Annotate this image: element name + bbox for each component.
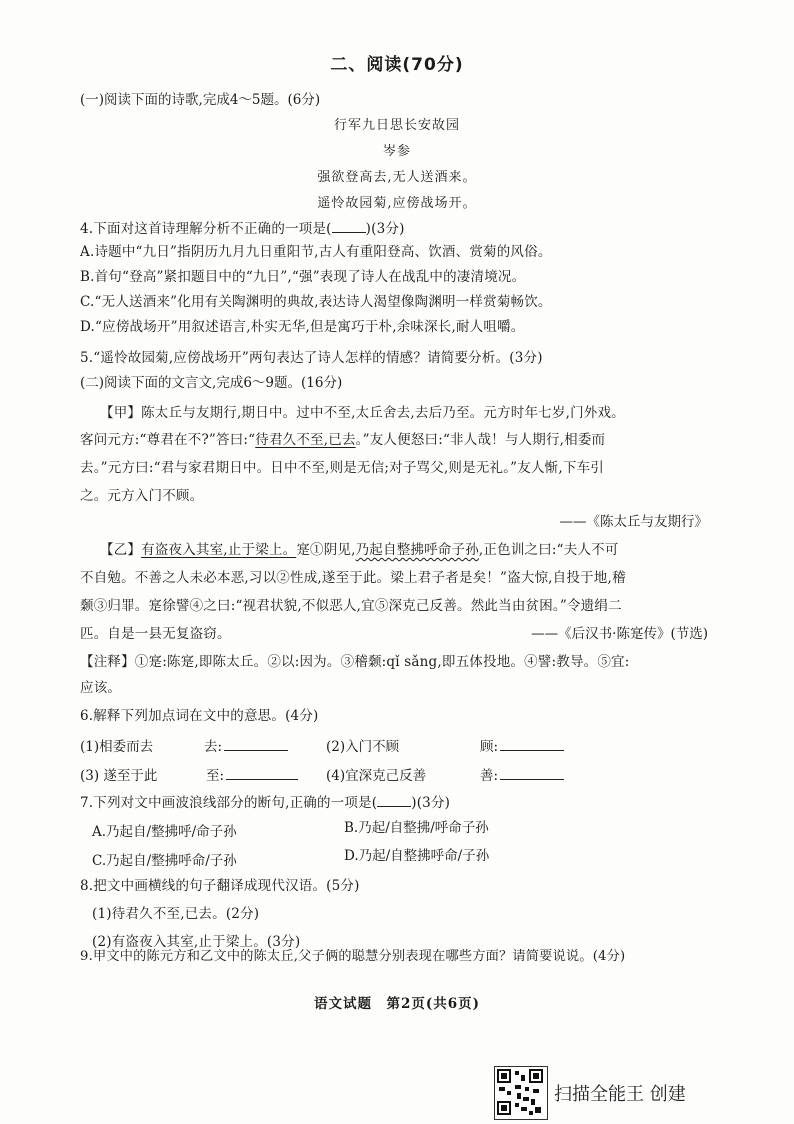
jia-underlined-sentence: 待君久不至,已去 xyxy=(255,432,356,448)
q4-option-a: A.诗题中“九日”指阴历九月九日重阳节,古人有重阳登高、饮酒、赏菊的风俗。 xyxy=(80,244,552,260)
q6-item-2: (2)入门不顾 xyxy=(326,739,400,755)
q4-option-b: B.首句“登高”紧扣题目中的“九日”,“强”表现了诗人在战乱中的凄清境况。 xyxy=(80,269,526,285)
yi-line-2: 不自勉。不善之人未必本恶,习以②性成,遂至于此。梁上君子者是矣！”盗大惊,自投于地,稽 xyxy=(80,570,626,586)
answer-blank[interactable] xyxy=(332,218,366,233)
q6-item-1: (1)相委而去 xyxy=(80,739,154,755)
q7-option-c: C.乃起自/整拂呼命/子孙 xyxy=(92,853,237,869)
yi-line-3: 颡③归罪。寔徐譬④之曰:“视君状貌,不似恶人,宜⑤深克己反善。然此当由贫困。”令遗绢二 xyxy=(80,598,622,614)
q4-stem-score: )(3分) xyxy=(365,221,405,237)
answer-blank[interactable] xyxy=(226,765,298,780)
yi-text: ,正色训之曰:“夫人不可 xyxy=(478,542,619,558)
q9-stem: 9.甲文中的陈元方和乙文中的陈太丘,父子俩的聪慧分别表现在哪些方面？请简要说说。(4分) xyxy=(80,949,626,964)
q6-item-1-key xyxy=(204,735,288,755)
page-footer: 语文试题 第2页(共6页) xyxy=(313,996,481,1012)
q7-option-b: B.乃起/自整拂/呼命子孙 xyxy=(344,820,489,836)
q8-stem: 8.把文中画横线的句子翻译成现代汉语。(5分) xyxy=(80,878,360,894)
note-line-1: 【注释】①寔:陈寔,即陈太丘。②以:因为。③稽颡:qǐ sǎng,即五体投地。④譬:教导。⑤宜: xyxy=(80,654,630,670)
jia-line-4: 之。元方入门不顾。 xyxy=(80,488,204,504)
yi-text: 【乙】 xyxy=(100,542,142,558)
poem-title: 行军九日思长安故园 xyxy=(333,118,460,133)
q4-stem-text: 4.下面对这首诗理解分析不正确的一项是( xyxy=(80,221,332,237)
part1-heading: (一)阅读下面的诗歌,完成4～5题。(6分) xyxy=(80,92,321,108)
q6-stem: 6.解释下列加点词在文中的意思。(4分) xyxy=(80,708,319,724)
answer-blank[interactable] xyxy=(377,792,411,807)
q8-item-1: (1)待君久不至,已去。(2分) xyxy=(92,906,260,922)
q6-item-3: (3) 遂至于此 xyxy=(80,768,158,784)
jia-text: 。”友人便怒曰:“非人哉！与人期行,相委而 xyxy=(355,432,606,448)
jia-line-2 xyxy=(80,430,605,450)
yi-underlined-sentence: 有盗夜入其室,止于梁上。 xyxy=(141,542,297,558)
q6-key-label: 善: xyxy=(480,768,499,784)
poem-author: 岑参 xyxy=(382,144,411,159)
q6-key-label: 至: xyxy=(206,768,225,784)
qr-code-icon xyxy=(494,1066,548,1120)
answer-blank[interactable] xyxy=(500,765,564,780)
section-title: 二、阅读(70分) xyxy=(330,55,464,75)
jia-line-1: 【甲】陈太丘与友期行,期日中。过中不至,太丘舍去,去后乃至。元方时年七岁,门外戏。 xyxy=(100,405,625,421)
part2-heading: (二)阅读下面的文言文,完成6～9题。(16分) xyxy=(80,375,343,391)
q7-option-d: D.乃起/自整拂呼命/子孙 xyxy=(344,848,490,864)
yi-line-1 xyxy=(100,540,619,560)
q6-item-3-key xyxy=(206,764,298,784)
q6-item-4: (4)宜深克己反善 xyxy=(326,768,427,784)
q4-option-d: D.“应傍战场开”用叙述语言,朴实无华,但是寓巧于朴,余味深长,耐人咀嚼。 xyxy=(80,319,525,335)
q5-stem: 5.“遥怜故园菊,应傍战场开”两句表达了诗人怎样的情感？请简要分析。(3分) xyxy=(80,350,543,366)
answer-blank[interactable] xyxy=(500,736,564,751)
yi-line-4: 匹。自是一县无复盗窃。 xyxy=(80,626,231,642)
q4-option-c: C.“无人送酒来”化用有关陶渊明的典故,表达诗人渴望像陶渊明一样赏菊畅饮。 xyxy=(80,294,552,310)
q7-stem-score: )(3分) xyxy=(411,795,451,811)
note-line-2: 应该。 xyxy=(80,680,122,696)
q6-key-label: 去: xyxy=(204,739,223,755)
q7-stem-text: 7.下列对文中画波浪线部分的断句,正确的一项是( xyxy=(80,795,378,811)
jia-source: ——《陈太丘与友期行》 xyxy=(559,514,708,530)
q7-option-a: A.乃起自/整拂呼/命子孙 xyxy=(92,824,237,840)
q6-key-label: 顾: xyxy=(480,739,499,755)
jia-line-3: 去。”元方曰:“君与家君期日中。日中不至,则是无信;对子骂父,则是无礼。”友人惭,下车引 xyxy=(80,460,604,476)
poem-line-1: 强欲登高去,无人送酒来。 xyxy=(317,170,477,185)
yi-source: ——《后汉书·陈寔传》(节选) xyxy=(531,626,708,642)
jia-text: 客问元方:“尊君在不?”答曰:“ xyxy=(80,432,256,448)
yi-wavy-phrase: 乃起自整拂呼命子孙 xyxy=(355,542,479,558)
q8-item-2: (2)有盗夜入其室,止于梁上。(3分) xyxy=(92,934,301,950)
q4-stem xyxy=(80,218,405,239)
poem-line-2: 遥怜故园菊,应傍战场开。 xyxy=(317,196,477,211)
q6-item-4-key xyxy=(480,764,564,784)
yi-text: 寔①阴见, xyxy=(296,542,356,558)
q6-item-2-key xyxy=(480,735,564,755)
q7-stem xyxy=(80,792,450,813)
answer-blank[interactable] xyxy=(224,736,288,751)
scanner-watermark: 扫描全能王 创建 xyxy=(554,1084,686,1105)
